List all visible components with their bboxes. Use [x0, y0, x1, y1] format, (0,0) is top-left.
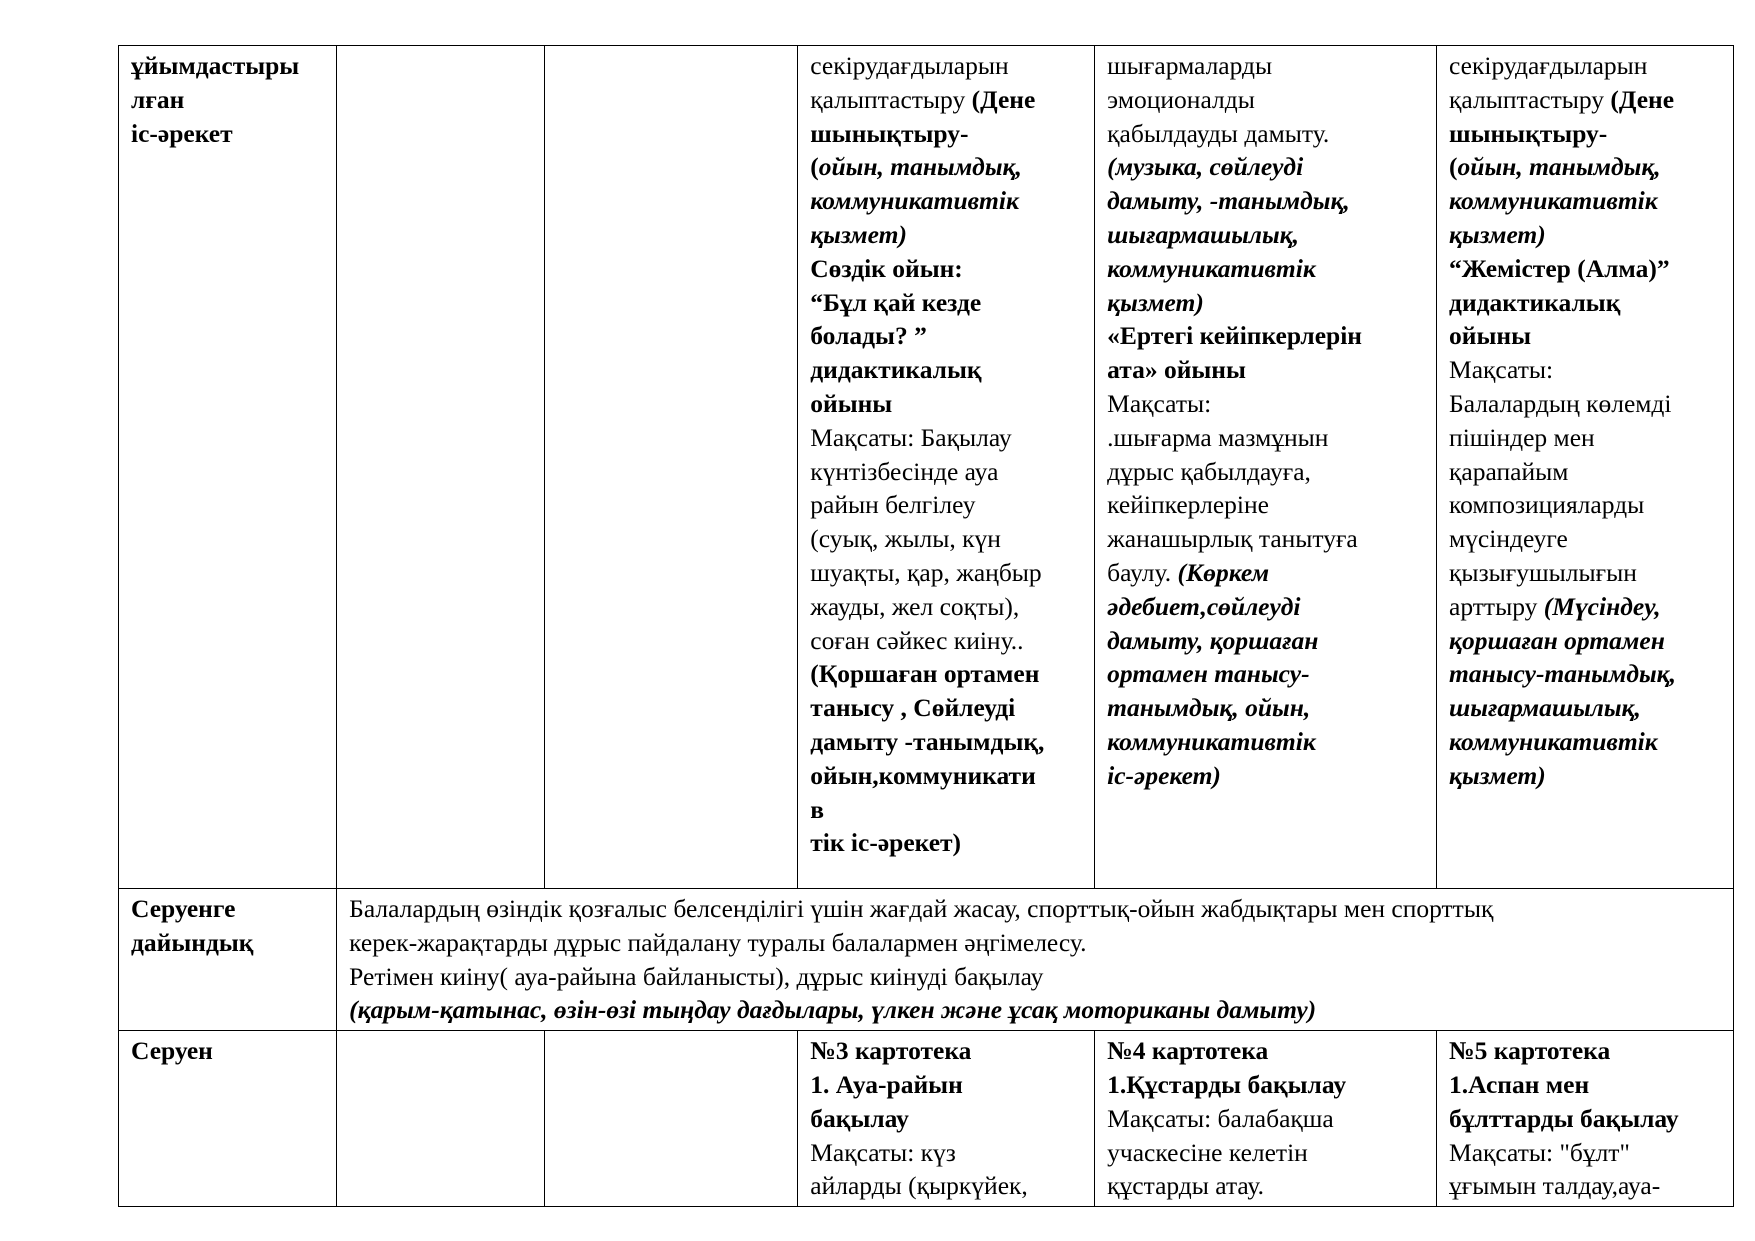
empty-cell — [337, 1031, 545, 1207]
text-line — [810, 590, 1082, 624]
text-line — [1449, 624, 1721, 658]
text-run: күнтізбесінде ауа — [810, 456, 999, 486]
text-line — [349, 926, 1721, 960]
text-run: коммуникативтік — [1107, 726, 1316, 756]
text-run: іс-әрекет) — [1107, 760, 1221, 790]
text-run: коммуникативтік — [810, 186, 1019, 216]
text-line — [1449, 725, 1721, 759]
text-line — [1107, 624, 1424, 658]
text-line — [1449, 657, 1721, 691]
text-line — [810, 793, 1082, 827]
text-line — [1449, 1136, 1721, 1170]
text-line — [1107, 590, 1424, 624]
text-run: мүсіндеуге — [1449, 524, 1568, 554]
text-line — [1107, 1068, 1424, 1102]
text-line — [1449, 49, 1721, 83]
text-run: ата» ойыны — [1107, 355, 1246, 385]
text-line — [1107, 421, 1424, 455]
text-line — [1449, 1068, 1721, 1102]
text-run: бұлттарды бақылау — [1449, 1103, 1679, 1133]
text-run: бақылау — [810, 1103, 909, 1133]
text-line — [1449, 117, 1721, 151]
text-run: в — [810, 794, 825, 824]
text-line — [810, 556, 1082, 590]
text-run: (музыка, сөйлеуді — [1107, 152, 1304, 182]
text-line — [810, 826, 1082, 860]
daily-plan-table — [118, 45, 1734, 1207]
text-line — [1107, 286, 1424, 320]
text-line — [1449, 556, 1721, 590]
empty-cell — [337, 46, 545, 889]
text-line — [1107, 1169, 1424, 1203]
text-line: лған — [131, 84, 185, 114]
text-line — [810, 319, 1082, 353]
text-line — [1107, 657, 1424, 691]
text-line — [1449, 353, 1721, 387]
text-run: қалыптастыру — [1449, 84, 1611, 114]
cell-organized-day4 — [1095, 46, 1437, 889]
text-line — [1107, 1102, 1424, 1136]
text-line — [1449, 1102, 1721, 1136]
text-run: Ретімен киіну( ауа-райына байланысты), дұрыс киінуді бақылау — [349, 961, 1044, 991]
text-run: қызмет) — [1449, 219, 1546, 249]
text-run: (Қоршаған ортамен — [810, 659, 1040, 689]
text-line — [810, 218, 1082, 252]
text-run: ойын, танымдық, — [1457, 152, 1661, 182]
text-line — [1107, 522, 1424, 556]
text-run: Сөздік ойын: — [810, 253, 963, 283]
text-run: коммуникативтік — [1107, 253, 1316, 283]
text-run: .Аспан мен — [1461, 1069, 1590, 1099]
text-run: 1.Құстарды бақылау — [1107, 1069, 1347, 1099]
text-run: ойыны — [810, 388, 893, 418]
text-line — [1449, 455, 1721, 489]
text-line — [810, 657, 1082, 691]
text-run: кейіпкерлеріне — [1107, 490, 1269, 520]
text-line — [810, 184, 1082, 218]
row-label-organized-activity — [119, 46, 337, 889]
text-run: Мақсаты: Бақылау — [810, 422, 1012, 452]
text-run: қарапайым — [1449, 456, 1569, 486]
text-line — [1107, 252, 1424, 286]
text-line — [1107, 387, 1424, 421]
text-run: ( — [1449, 152, 1458, 182]
text-run: №4 картотека — [1107, 1036, 1269, 1066]
text-run: қалыптастыру — [810, 84, 972, 114]
text-line — [1449, 1169, 1721, 1203]
text-run: 1. Ауа-райын — [810, 1069, 963, 1099]
text-run: .шығарма мазмұнын — [1107, 422, 1329, 452]
text-run: шығармаларды — [1107, 51, 1273, 80]
text-run: қабылдауды дамыту. — [1107, 118, 1330, 148]
text-run: қоршаған ортамен — [1449, 625, 1665, 655]
cell-walk-preparation-text — [337, 889, 1734, 1031]
text-line — [1107, 455, 1424, 489]
text-run: ойын,коммуникати — [810, 760, 1036, 790]
text-run: шынықтыру- — [810, 118, 969, 148]
text-line — [1449, 218, 1721, 252]
text-line — [1107, 83, 1424, 117]
text-run: құстарды атау. — [1107, 1171, 1264, 1201]
text-line — [1107, 1136, 1424, 1170]
text-run: дамыту, қоршаған — [1107, 625, 1319, 655]
text-line — [1449, 522, 1721, 556]
text-line: дайындық — [131, 927, 254, 957]
text-run: ойын, танымдық, — [818, 152, 1022, 182]
row-label-walk — [119, 1031, 337, 1207]
cell-organized-day3 — [798, 46, 1095, 889]
text-line: ұйымдастыры — [131, 51, 300, 80]
text-run: Мақсаты: балабақша — [1107, 1103, 1334, 1133]
text-run: шуақты, қар, жаңбыр — [810, 557, 1042, 587]
text-run: эмоционалды — [1107, 84, 1255, 114]
text-line — [810, 421, 1082, 455]
text-run: пішіндер мен — [1449, 422, 1595, 452]
table-row-organized-activity — [119, 46, 1734, 889]
text-run: жанашырлық танытуға — [1107, 524, 1358, 554]
text-line — [810, 624, 1082, 658]
text-line — [810, 387, 1082, 421]
text-line — [1107, 556, 1424, 590]
text-line — [1449, 286, 1721, 320]
text-run: «Ертегі кейіпкерлерін — [1107, 321, 1362, 351]
text-run: секірудағдыларын — [1449, 51, 1648, 80]
text-line — [1107, 353, 1424, 387]
text-line — [1449, 252, 1721, 286]
text-run: коммуникативтік — [1449, 186, 1658, 216]
text-line — [1449, 488, 1721, 522]
text-line — [1107, 49, 1424, 83]
text-run: жауды, жел соқты), — [810, 591, 1020, 621]
text-run: дидактикалық — [810, 355, 982, 385]
text-run: Балалардың көлемді — [1449, 388, 1672, 418]
text-line — [1107, 759, 1424, 793]
text-run: (Дене — [971, 84, 1036, 114]
cell-walk-day4 — [1095, 1031, 1437, 1207]
text-run: Мақсаты: — [1449, 355, 1554, 385]
text-line — [810, 286, 1082, 320]
text-line — [1449, 1034, 1721, 1068]
text-line: Серуен — [131, 1036, 213, 1066]
cell-walk-day5 — [1437, 1031, 1734, 1207]
text-line — [1449, 421, 1721, 455]
text-run: (Мүсіндеу, — [1543, 591, 1661, 621]
text-run: танысу-танымдық, — [1449, 659, 1676, 689]
text-run: 1 — [1449, 1069, 1462, 1099]
text-run: “Жемістер (Алма)” — [1449, 253, 1670, 283]
text-line — [810, 1136, 1082, 1170]
text-run: шығармашылық, — [1449, 693, 1641, 723]
text-run: қызмет) — [810, 219, 907, 249]
text-line — [810, 488, 1082, 522]
text-run: қызмет) — [1107, 287, 1204, 317]
cell-organized-day5 — [1437, 46, 1734, 889]
text-run: дамыту -танымдық, — [810, 726, 1045, 756]
text-run: қызмет) — [1449, 760, 1546, 790]
text-line — [1107, 725, 1424, 759]
text-line — [1107, 488, 1424, 522]
text-run: (Дене — [1610, 84, 1675, 114]
text-line — [1107, 1034, 1424, 1068]
text-line — [1449, 590, 1721, 624]
text-line: іс-әрекет — [131, 118, 233, 148]
text-run: ұғымын талдау,ауа- — [1449, 1171, 1661, 1201]
text-line — [1107, 184, 1424, 218]
empty-cell — [545, 1031, 798, 1207]
text-run: баулу. — [1107, 557, 1178, 587]
text-run: Мақсаты: күз — [810, 1137, 956, 1167]
text-line — [1449, 319, 1721, 353]
text-run: учаскесіне келетін — [1107, 1137, 1308, 1167]
text-line — [810, 691, 1082, 725]
text-run: айларды (қыркүйек, — [810, 1171, 1028, 1201]
text-run: “Бұл қай кезде — [810, 287, 982, 317]
text-run: дұрыс қабылдауға, — [1107, 456, 1311, 486]
table-row-walk — [119, 1031, 1734, 1207]
text-line — [1107, 150, 1424, 184]
text-run: коммуникативтік — [1449, 726, 1658, 756]
text-line — [349, 993, 1721, 1027]
text-run: (Көркем — [1177, 557, 1270, 587]
text-run: шығармашылық, — [1107, 219, 1299, 249]
text-run: №5 картотека — [1449, 1036, 1611, 1066]
text-line — [1449, 184, 1721, 218]
text-run: шынықтыру- — [1449, 118, 1608, 148]
text-run: болады? ” — [810, 321, 927, 351]
text-run: қызығушылығын — [1449, 557, 1637, 587]
text-line — [1107, 218, 1424, 252]
text-line — [810, 83, 1082, 117]
text-run: әдебиет,сөйлеуді — [1107, 591, 1301, 621]
text-run: (қарым-қатынас, өзін-өзі тыңдау дағдылары, үлкен және ұсақ моториканы дамыту) — [349, 995, 1317, 1025]
text-line — [1107, 117, 1424, 151]
text-line: Серуенге — [131, 894, 236, 923]
text-run: дамыту, -танымдық, — [1107, 186, 1350, 216]
text-line — [1107, 691, 1424, 725]
text-run: композицияларды — [1449, 490, 1645, 520]
text-line — [810, 522, 1082, 556]
text-run: секірудағдыларын — [810, 51, 1009, 80]
text-run: ойыны — [1449, 321, 1532, 351]
table-row-walk-preparation — [119, 889, 1734, 1031]
text-line — [810, 150, 1082, 184]
text-line — [1449, 759, 1721, 793]
text-line — [810, 1068, 1082, 1102]
cell-walk-day3 — [798, 1031, 1095, 1207]
text-line — [810, 252, 1082, 286]
text-run: райын белгілеу — [810, 490, 976, 520]
text-run: керек-жарақтарды дұрыс пайдалану туралы балалармен әңгімелесу. — [349, 927, 1087, 957]
text-run: Балалардың өзіндік қозғалыс белсенділігі үшін жағдай жасау, спорттық-ойын жабдықтары мен спорттық — [349, 894, 1494, 923]
text-line — [810, 353, 1082, 387]
text-line — [810, 1169, 1082, 1203]
text-run: №3 картотека — [810, 1036, 972, 1066]
text-run: ( — [810, 152, 819, 182]
row-label-walk-preparation — [119, 889, 337, 1031]
text-run: (суық, жылы, күн — [810, 524, 1001, 554]
text-run: танымдық, ойын, — [1107, 693, 1311, 723]
text-line — [1107, 319, 1424, 353]
text-run: танысу , Сөйлеуді — [810, 693, 1016, 723]
text-run: тік іс-әрекет) — [810, 828, 962, 858]
text-line — [810, 725, 1082, 759]
text-line — [810, 49, 1082, 83]
text-line — [1449, 83, 1721, 117]
text-line — [810, 117, 1082, 151]
text-run: Мақсаты: "бұлт" — [1449, 1137, 1630, 1167]
text-run: ортамен танысу- — [1107, 659, 1310, 689]
text-line — [810, 1034, 1082, 1068]
text-line — [810, 1102, 1082, 1136]
text-line — [1449, 150, 1721, 184]
text-line — [1449, 691, 1721, 725]
text-run: арттыру — [1449, 591, 1544, 621]
text-line — [349, 892, 1721, 926]
text-run: Мақсаты: — [1107, 388, 1212, 418]
empty-cell — [545, 46, 798, 889]
text-run: дидактикалық — [1449, 287, 1621, 317]
text-run: соған сәйкес киіну.. — [810, 625, 1024, 655]
text-line — [1449, 387, 1721, 421]
text-line — [349, 960, 1721, 994]
text-line — [810, 759, 1082, 793]
text-line — [810, 455, 1082, 489]
